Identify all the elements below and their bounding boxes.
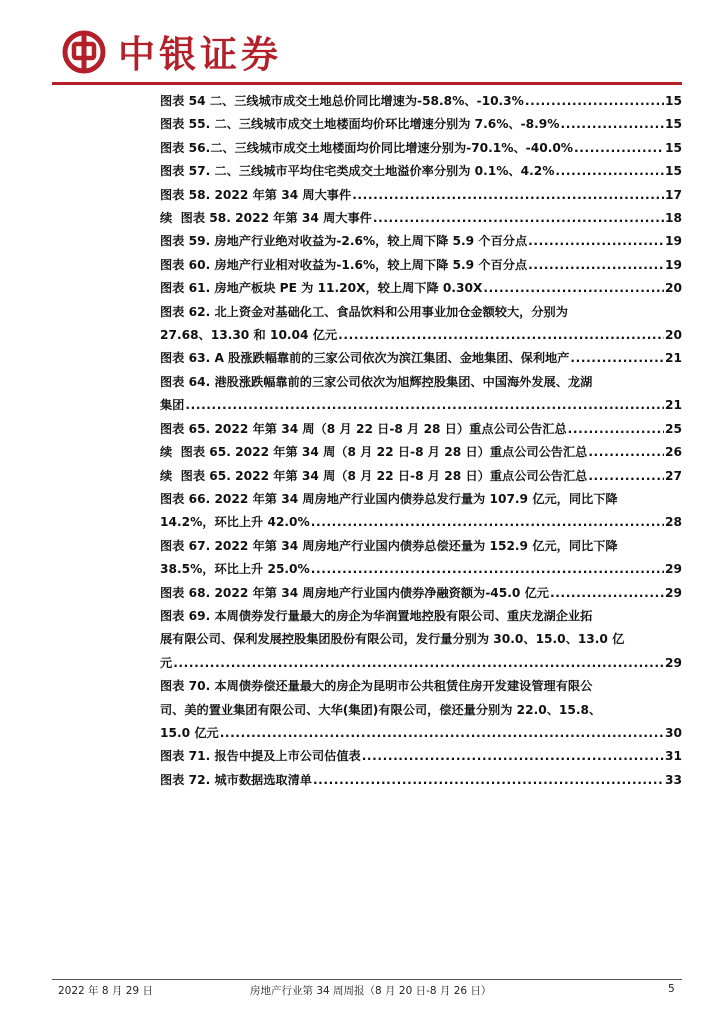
toc-entry-text: 图表 57. 二、三线城市平均住宅类成交土地溢价率分别为 0.1%、4.2%: [160, 164, 555, 179]
toc-entry[interactable]: [160, 769, 682, 792]
toc-page-number: 15: [665, 164, 682, 179]
toc-entry[interactable]: [160, 277, 682, 300]
toc-page-number: 19: [665, 234, 682, 249]
toc-entry-text: 司、美的置业集团有限公司、大华(集团)有限公司，偿还量分别为 22.0、15.8、: [160, 702, 602, 717]
footer-page-number: 5: [668, 983, 675, 995]
toc-entry-text: 图表 69. 本周债券发行量最大的房企为华润置地控股有限公司、重庆龙湖企业拓: [160, 608, 593, 623]
toc-page-number: 25: [665, 421, 682, 436]
toc-dot-leader: [588, 441, 664, 464]
toc-entry-text: 38.5%，环比上升 25.0%: [160, 562, 310, 577]
toc-entry[interactable]: [160, 418, 682, 441]
toc-dot-leader: [560, 113, 664, 136]
toc-entry-text: 图表 62. 北上资金对基础化工、食品饮料和公用事业加仓金额较大，分别为: [160, 304, 568, 319]
toc-page-number: 26: [665, 445, 682, 460]
toc-entry[interactable]: [160, 347, 682, 370]
toc-entry[interactable]: [160, 675, 682, 745]
toc-page-number: 21: [665, 351, 682, 366]
toc-page-number: 29: [665, 562, 682, 577]
toc-page-number: 17: [665, 187, 682, 202]
toc-entry-text: 图表 68. 2022 年第 34 周房地产行业国内债券净融资额为-45.0 亿元: [160, 585, 549, 600]
toc-dot-leader: [574, 137, 664, 160]
toc-entry[interactable]: [160, 230, 682, 253]
toc-entry[interactable]: [160, 113, 682, 136]
footer-report-title: 房地产行业第 34 周周报（8 月 20 日-8 月 26 日）: [250, 985, 492, 997]
toc-dot-leader: [373, 207, 664, 230]
toc-page-number: 18: [665, 211, 682, 226]
toc-page-number: 31: [665, 749, 682, 764]
toc-entry-text: 图表 58. 2022 年第 34 周大事件: [160, 187, 352, 202]
toc-entry-text: 图表 66. 2022 年第 34 周房地产行业国内债券总发行量为 107.9 亿元，同比下降: [160, 491, 618, 506]
toc-page-number: 15: [665, 94, 682, 108]
toc-entry-text: 图表 70. 本周债券偿还量最大的房企为昆明市公共租赁住房开发建设管理有限公: [160, 679, 593, 694]
toc-page-number: 19: [665, 257, 682, 272]
toc-entry-text: 图表 72. 城市数据选取清单: [160, 772, 312, 787]
toc-dot-leader: [362, 745, 664, 768]
toc-entry-text: 图表 65. 2022 年第 34 周（8 月 22 日-8 月 28 日）重点公司公告汇总: [160, 421, 567, 436]
toc-dot-leader: [311, 511, 664, 534]
toc-dot-leader: [338, 324, 664, 347]
toc-entry-text: 图表 54 二、三线城市成交土地总价同比增速为-58.8%、-10.3%: [160, 94, 524, 108]
toc-entry-text: 图表 55. 二、三线城市成交土地楼面均价环比增速分别为 7.6%、-8.9%: [160, 117, 560, 132]
toc-entry[interactable]: [160, 465, 682, 488]
toc-entry-text: 续 图表 65. 2022 年第 34 周（8 月 22 日-8 月 28 日）重点公司公告汇总: [160, 468, 588, 483]
toc-dot-leader: [528, 254, 664, 277]
toc-dot-leader: [352, 184, 664, 207]
toc-entry[interactable]: [160, 207, 682, 230]
toc-page-number: 29: [665, 585, 682, 600]
toc-dot-leader: [570, 347, 664, 370]
toc-entry-text: 图表 60. 房地产行业相对收益为-1.6%，较上周下降 5.9 个百分点: [160, 257, 528, 272]
toc-entry[interactable]: [160, 488, 682, 535]
toc-dot-leader: [555, 160, 664, 183]
toc-dot-leader: [525, 90, 664, 113]
toc-entry[interactable]: [160, 254, 682, 277]
toc-entry-text: 集团: [160, 398, 185, 413]
toc-page-number: 27: [665, 468, 682, 483]
toc-dot-leader: [528, 230, 664, 253]
toc-entry[interactable]: [160, 441, 682, 464]
toc-dot-leader: [220, 722, 664, 745]
toc-entry[interactable]: [160, 582, 682, 605]
header-divider: [52, 82, 682, 85]
toc-page-number: 15: [665, 140, 682, 155]
page-header: [0, 0, 724, 86]
toc-entry-text: 图表 64. 港股涨跌幅靠前的三家公司依次为旭辉控股集团、中国海外发展、龙湖: [160, 374, 593, 389]
toc-entry-text: 图表 61. 房地产板块 PE 为 11.20X，较上周下降 0.30X: [160, 281, 483, 296]
toc-entry-text: 图表 67. 2022 年第 34 周房地产行业国内债券总偿还量为 152.9 亿元，同比下降: [160, 538, 618, 553]
toc-page-number: 20: [665, 328, 682, 343]
toc-entry-text: 元: [160, 655, 173, 670]
table-of-figures: [160, 90, 682, 792]
toc-dot-leader: [173, 652, 664, 675]
toc-entry[interactable]: [160, 184, 682, 207]
toc-page-number: 29: [665, 655, 682, 670]
toc-dot-leader: [311, 558, 664, 581]
toc-entry[interactable]: [160, 160, 682, 183]
toc-page-number: 21: [665, 398, 682, 413]
toc-entry[interactable]: [160, 535, 682, 582]
bank-of-china-logo-icon: [62, 30, 106, 74]
toc-page-number: 33: [665, 772, 682, 787]
footer-date: 2022 年 8 月 29 日: [58, 985, 153, 997]
toc-dot-leader: [588, 465, 664, 488]
toc-entry-text: 展有限公司、保利发展控股集团股份有限公司，发行量分别为 30.0、15.0、13.0 亿: [160, 632, 625, 647]
toc-entry[interactable]: [160, 301, 682, 348]
toc-entry[interactable]: [160, 745, 682, 768]
toc-entry-text: 14.2%，环比上升 42.0%: [160, 515, 310, 530]
toc-dot-leader: [185, 394, 664, 417]
toc-entry-text: 图表 59. 房地产行业绝对收益为-2.6%，较上周下降 5.9 个百分点: [160, 234, 528, 249]
toc-dot-leader: [568, 418, 664, 441]
toc-entry-text: 图表 56.二、三线城市成交土地楼面均价同比增速分别为-70.1%、-40.0%: [160, 140, 574, 155]
toc-entry-text: 图表 63. A 股涨跌幅靠前的三家公司依次为滨江集团、金地集团、保利地产: [160, 351, 570, 366]
toc-page-number: 30: [665, 725, 682, 740]
brand-name: 中银证券: [118, 33, 282, 76]
toc-dot-leader: [483, 277, 664, 300]
toc-entry[interactable]: [160, 90, 682, 113]
toc-page-number: 28: [665, 515, 682, 530]
toc-entry-text: 图表 71. 报告中提及上市公司估值表: [160, 749, 361, 764]
toc-entry[interactable]: [160, 605, 682, 675]
toc-entry-text: 续 图表 58. 2022 年第 34 周大事件: [160, 211, 372, 226]
toc-entry-text: 27.68、13.30 和 10.04 亿元: [160, 328, 338, 343]
footer-divider: [52, 979, 682, 980]
toc-entry-text: 续 图表 65. 2022 年第 34 周（8 月 22 日-8 月 28 日）重点公司公告汇总: [160, 445, 588, 460]
toc-dot-leader: [550, 582, 664, 605]
toc-page-number: 20: [665, 281, 682, 296]
toc-entry[interactable]: [160, 371, 682, 418]
toc-dot-leader: [313, 769, 664, 792]
toc-page-number: 15: [665, 117, 682, 132]
toc-entry-text: 15.0 亿元: [160, 725, 219, 740]
toc-entry[interactable]: [160, 137, 682, 160]
